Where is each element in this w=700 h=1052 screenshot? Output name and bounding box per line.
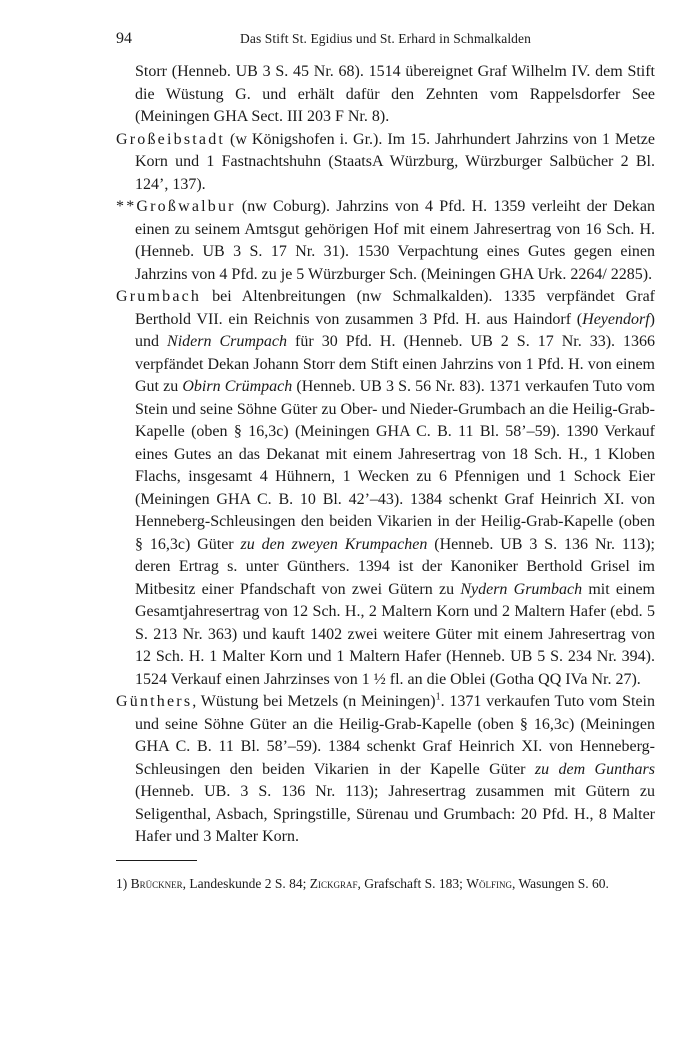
entry-text: Storr (Henneb. UB 3 S. 45 Nr. 68). 1514 übereignet Graf Wilhelm IV. dem Stift die Wüstung G. und erhält dafür den Zehnten vom Rappelsdorfer See (Meiningen GHA Sect. III 203 F Nr. 8). — [135, 63, 655, 125]
page-header — [116, 30, 655, 50]
entry-headword: Günthers — [116, 693, 193, 710]
entry-place-variant: Nidern Crumpach — [167, 333, 288, 350]
entry-grumbach — [116, 286, 655, 691]
entry-headword: **Großwalbur — [116, 198, 236, 215]
entry-place-variant: zu den zweyen Krumpachen — [240, 535, 428, 553]
entry-text: mit einem Gesamtjahresertrag von 12 Sch. H., 2 Maltern Korn und 2 Maltern Hafer (ebd. 5 S. 213 Nr. 363) und kauft 1402 zwei weitere Güter mit einem Jahresertrag von 12 Sch. H. 1 Malter Korn und 1 Maltern Hafer (Henneb. UB 5 S. 234 Nr. 394). 1524 Verkauf einen Jahrzinses von 1 ½ fl. an die Oblei (Gotha QQ IVa Nr. 27). — [135, 580, 655, 688]
footnote-author: Wölfing — [466, 876, 513, 891]
entry-grosswalbur — [116, 196, 655, 286]
entry-place-variant: Heyendorf — [582, 310, 650, 328]
entry-text: (w Königshofen i. Gr.). Im 15. Jahrhundert Jahrzins von 1 Metze Korn und 1 Fastnachtshuhn (StaatsA Würzburg, Würzburger Salbücher 2 Bl. 124’, 137). — [135, 130, 655, 193]
entry-place-variant: Nydern Grumbach — [460, 580, 583, 598]
entry-grosseibstadt — [116, 129, 655, 197]
entry-place-variant: zu dem Gunthars — [534, 760, 655, 778]
entry-gunthers — [116, 691, 655, 849]
entry-text: , Wüstung bei Metzels (n Meiningen) — [192, 693, 436, 710]
footnote-text: , Wasungen S. 60. — [512, 876, 609, 891]
footnote-text: , Grafschaft S. 183; — [357, 876, 467, 891]
page-body — [116, 61, 655, 849]
entry-place-variant: Obirn Crümpach — [182, 378, 293, 395]
page-number: 94 — [116, 30, 132, 47]
entry-text: (Henneb. UB 3 S. 136 Nr. 113); deren Ertrag s. unter Günthers. 1394 ist der Kanoniker Berthold Grisel im Mitbesitz einer Pfandschaft von zwei Gütern zu — [135, 535, 656, 598]
entry-text: für 30 Pfd. H. (Henneb. UB 2 S. 17 Nr. 33). 1366 verpfändet Dekan Johann Storr dem Stift einen Jahrzins von 1 Pfd. H. von einem Gut zu — [135, 333, 656, 395]
entry-text: (Henneb. UB 3 S. 56 Nr. 83). 1371 verkaufen Tuto vom Stein und seine Söhne Güter zu Ober- und Nieder-Grumbach an die Heilig-Grab-Kapelle (oben § 16,3c) (Meiningen GHA C. B. 11 Bl. 58’–59). 1390 Verkauf eines Gutes an das Dekanat mit einem Jahresertrag von 18 Sch. H., 1 Kloben Flachs, insgesamt 4 Hühnern, 1 Wecken zu 6 Pfennigen und 1 Schock Eier (Meiningen GHA C. B. 10 Bl. 42’–43). 1384 schenkt Graf Heinrich XI. von Henneberg-Schleusingen den beiden Vikarien in der Heilig-Grab-Kapelle (oben § 16,3c) Güter — [135, 378, 656, 553]
footnote-author: Brückner — [130, 876, 183, 891]
footnote-author: Zickgraf — [309, 876, 358, 891]
entry-headword: Großeibstadt — [116, 130, 226, 148]
entry-text: (Henneb. UB. 3 S. 136 Nr. 113); Jahresertrag zusammen mit Gütern zu Seligenthal, Asbach, Springstille, Sürenau und Grumbach: 20 Pfd. H., 8 Malter Hafer und 3 Malter Korn. — [135, 783, 655, 845]
entry-text: . 1371 verkaufen Tuto vom Stein und seine Söhne Güter an die Heilig-Grab-Kapelle (oben § 16,3c) (Meiningen GHA C. B. 11 Bl. 58’–59). 1384 schenkt Graf Heinrich XI. von Henneberg-Schleusingen den beiden Vikarien in der Kapelle Güter — [135, 693, 655, 778]
entry-continuation — [116, 61, 655, 129]
footnote-reference: 1 — [435, 691, 441, 703]
entry-text: bei Altenbreitungen (nw Schmalkalden). 1335 verpfändet Graf Berthold VII. ein Reichnis von zusammen 3 Pfd. H. aus Haindorf ( — [135, 288, 655, 328]
running-title: Das Stift St. Egidius und St. Erhard in Schmalkalden — [240, 31, 531, 46]
footnote-rule — [116, 860, 197, 861]
footnote-mark: 1) — [116, 876, 128, 891]
entry-text: ) und — [135, 310, 655, 350]
entry-headword: Grumbach — [116, 288, 202, 305]
entry-text: (nw Coburg). Jahrzins von 4 Pfd. H. 1359 verleiht der Dekan einen zu seinem Amtsgut gehörigen Hof mit einem Jahresertrag von 16 Sch. H. (Henneb. UB 3 S. 17 Nr. 31). 1530 Verpachtung eines Gutes gegen einen Jahrzins von 4 Pfd. zu je 5 Würzburger Sch. (Meiningen GHA Urk. 2264/ 2285). — [135, 198, 655, 283]
footnote — [116, 874, 655, 894]
footnote-text: , Landeskunde 2 S. 84; — [182, 876, 310, 891]
